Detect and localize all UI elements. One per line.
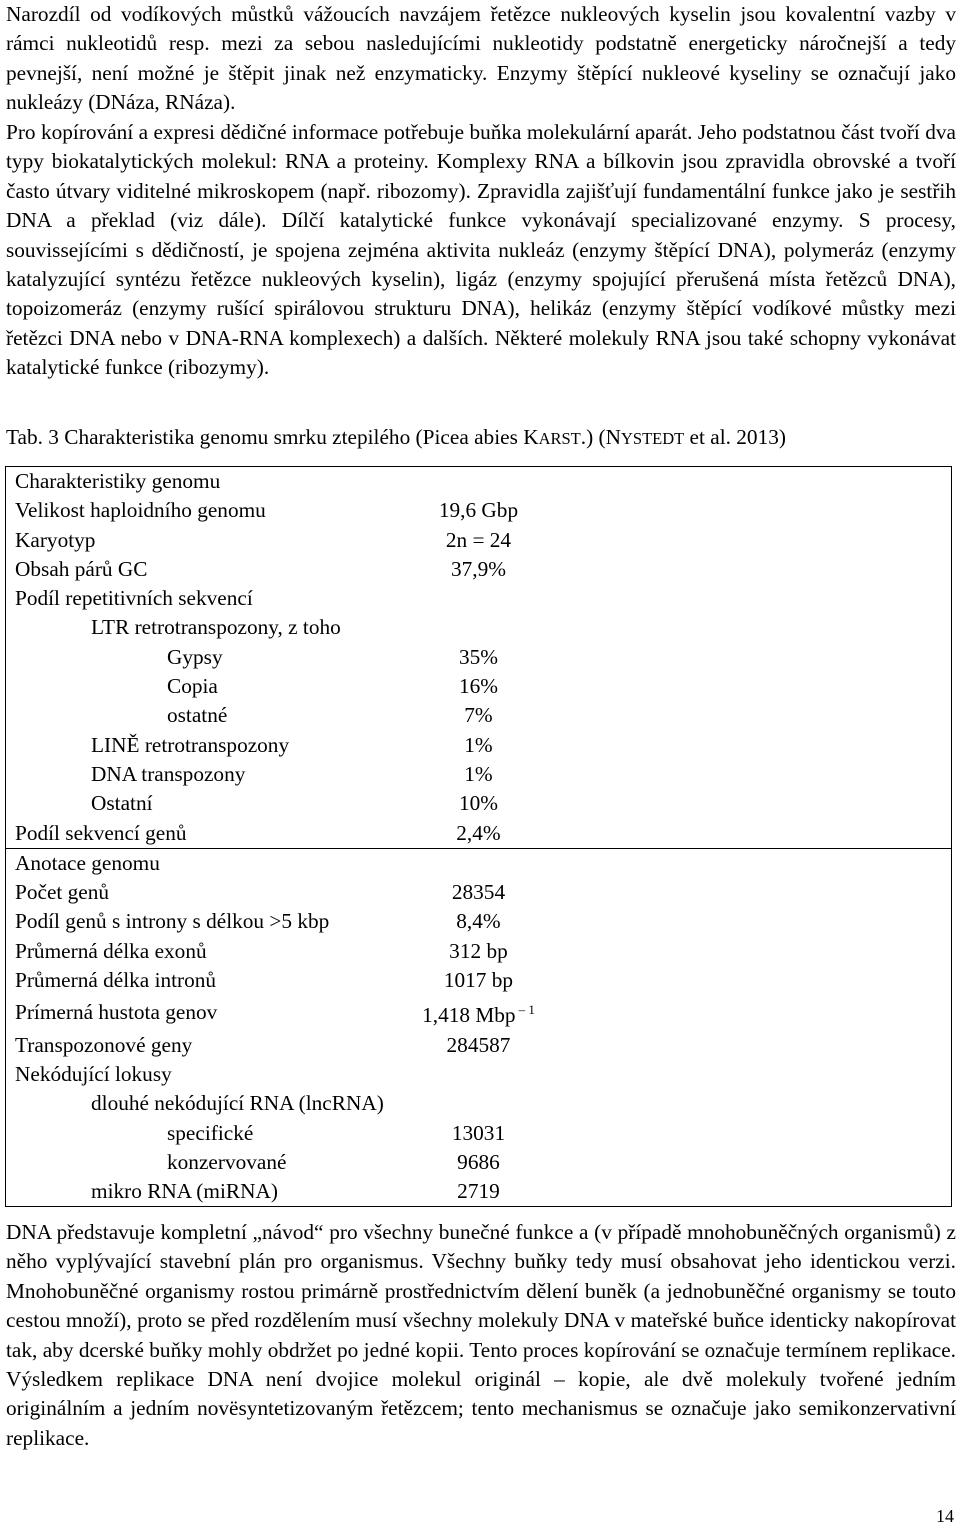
table-row bbox=[6, 672, 952, 701]
row-label: konzervované bbox=[6, 1148, 321, 1177]
table-row bbox=[6, 819, 952, 849]
row-label: Průmerná délka intronů bbox=[6, 966, 321, 995]
table-row bbox=[6, 1148, 952, 1177]
row-value-text: 35% bbox=[458, 644, 498, 669]
row-label: specifické bbox=[6, 1119, 321, 1148]
row-value bbox=[321, 584, 636, 613]
row-label: LINĚ retrotranspozony bbox=[6, 731, 321, 760]
row-value bbox=[321, 555, 636, 584]
row-value bbox=[321, 643, 636, 672]
row-value-text: 1017 bp bbox=[443, 968, 514, 993]
row-label: Nekódující lokusy bbox=[6, 1060, 321, 1089]
table-row bbox=[6, 937, 952, 966]
table-row bbox=[6, 966, 952, 995]
row-value bbox=[321, 995, 636, 1030]
row-label: dlouhé nekódující RNA (lncRNA) bbox=[6, 1089, 321, 1118]
page-number: 14 bbox=[936, 1506, 954, 1526]
row-value-text: 2n = 24 bbox=[445, 527, 512, 552]
genome-characteristics-table bbox=[5, 466, 952, 1207]
row-value bbox=[321, 878, 636, 907]
row-value-text: 9686 bbox=[457, 1149, 500, 1174]
table-row bbox=[6, 878, 952, 907]
section-title: Anotace genomu bbox=[6, 848, 952, 878]
table-row bbox=[6, 613, 952, 642]
table-row bbox=[6, 907, 952, 936]
paragraph-nucleases: Narozdíl od vodíkových můstků vážoucích navzájem řetězce nukleových kyselin jsou kovalentní vazby v rámci nukleotidů resp. mezi za sebou nasledujícími nukleotidy podstatně energeticky náročnejší a tedy pevnejší, není možné je štěpit jinak než enzymaticky. Enzymy štěpící nukleové kyseliny se označují jako nukleázy (DNáza, RNáza). bbox=[6, 2, 956, 115]
row-value bbox=[321, 526, 636, 555]
table-row bbox=[6, 526, 952, 555]
unit-exponent: – 1 bbox=[518, 1002, 535, 1018]
row-value-text: 19,6 Gbp bbox=[438, 498, 519, 523]
row-value-text: 8,4% bbox=[456, 909, 501, 934]
table-row bbox=[6, 1177, 952, 1207]
row-value bbox=[321, 1177, 636, 1207]
row-value-text: 312 bp bbox=[449, 938, 508, 963]
row-value bbox=[321, 613, 636, 642]
row-value bbox=[321, 966, 636, 995]
table-row bbox=[6, 1031, 952, 1060]
row-value-text: 37,9% bbox=[450, 556, 506, 581]
row-label: Gypsy bbox=[6, 643, 321, 672]
table-row bbox=[6, 731, 952, 760]
table-row bbox=[6, 701, 952, 730]
row-label: Transpozonové geny bbox=[6, 1031, 321, 1060]
table-row bbox=[6, 789, 952, 818]
row-value bbox=[321, 1148, 636, 1177]
row-label: Copia bbox=[6, 672, 321, 701]
row-value-text: 2719 bbox=[457, 1179, 500, 1204]
row-value bbox=[321, 496, 636, 525]
table-row bbox=[6, 496, 952, 525]
table-row bbox=[6, 643, 952, 672]
row-label: Průmerná délka exonů bbox=[6, 937, 321, 966]
row-value bbox=[321, 1119, 636, 1148]
table-row bbox=[6, 1119, 952, 1148]
row-label: mikro RNA (miRNA) bbox=[6, 1177, 321, 1207]
row-label: LTR retrotranspozony, z toho bbox=[6, 613, 321, 642]
paragraph-molecular-apparatus: Pro kopírování a expresi dědičné informace potřebuje buňka molekulární aparát. Jeho podstatnou část tvoří dva typy biokatalytických molekul: RNA a proteiny. Komplexy RNA a bílkovin jsou zpravidla obrovské a tvoří často útvary viditelné mikroskopem (např. ribozomy). Zpravidla zajišťují fundamentální funkce jako je sestřih DNA a překlad (viz dále). Dílčí katalytické funkce vykonávají specializované enzymy. S procesy, souvissejícími s dědičností, je spojena zejména aktivita nukleáz (enzymy štěpící DNA), polymeráz (enzymy katalyzující syntézu řetězce nukleových kyselin), ligáz (enzymy spojující přerušená místa řetězců DNA), topoizomeráz (enzymy rušící spirálovou strukturu DNA), helikáz (enzymy štěpící vodíkové můstky mezi řetězci DNA nebo v DNA-RNA komplexech) a dalších. Některé molekuly RNA jsou také schopny vykonávat katalytické funkce (ribozymy). bbox=[6, 120, 956, 380]
row-value-text: 16% bbox=[458, 674, 498, 699]
row-value-text: 7% bbox=[464, 703, 493, 728]
row-value-text: 1% bbox=[464, 761, 493, 786]
table-section-header bbox=[6, 467, 952, 497]
row-value-text: 284587 bbox=[446, 1032, 511, 1057]
table-section-header bbox=[6, 848, 952, 878]
row-label: Ostatní bbox=[6, 789, 321, 818]
table-caption: Tab. 3 Charakteristika genomu smrku ztepilého (Picea abies KARST.) (NYSTEDT et al. 2013) bbox=[6, 425, 786, 449]
row-value-text: 2,4% bbox=[456, 820, 501, 845]
row-value bbox=[321, 1031, 636, 1060]
table-row bbox=[6, 1089, 952, 1118]
row-value-text: 1% bbox=[464, 732, 493, 757]
row-label: Podíl repetitivních sekvencí bbox=[6, 584, 321, 613]
row-label: Obsah párů GC bbox=[6, 555, 321, 584]
row-value bbox=[321, 819, 636, 849]
row-value bbox=[321, 731, 636, 760]
section-title: Charakteristiky genomu bbox=[6, 467, 952, 497]
row-value bbox=[321, 907, 636, 936]
table-row bbox=[6, 760, 952, 789]
row-label: Velikost haploidního genomu bbox=[6, 496, 321, 525]
table-row bbox=[6, 555, 952, 584]
paragraph-replication: DNA představuje kompletní „návod“ pro všechny bunečné funkce a (v případě mnohobuněčných organismů) z něho vyplývající stavební plán pro organismus. Všechny buňky tedy musí obsahovat jeho identickou verzi. Mnohobuněčné organismy rostou primárně prostřednictvím dělení buněk (a jednobuněčné organismy se touto cestou množí), proto se před rozdělením musí všechny molekuly DNA v mateřské buňce identicky nakopírovat tak, aby dcerské buňky mohly obdržet po jedné kopii. Tento proces kopírování se označuje termínem replikace. Výsledkem replikace DNA není dvojice molekul originál – kopie, ale dvě molekuly tvořené jedním originálním a jedním novësyntetizovaným řetězcem; tento mechanismus se označuje jako semikonzervativní replikace. bbox=[6, 1220, 956, 1450]
row-value bbox=[321, 701, 636, 730]
row-value bbox=[321, 937, 636, 966]
row-value bbox=[321, 672, 636, 701]
row-label: DNA transpozony bbox=[6, 760, 321, 789]
row-value-text: 10% bbox=[458, 791, 498, 816]
row-value-text: 13031 bbox=[451, 1120, 506, 1145]
table-row bbox=[6, 995, 952, 1030]
row-value bbox=[321, 789, 636, 818]
row-label: Podíl genů s introny s délkou >5 kbp bbox=[6, 907, 321, 936]
species-name: Picea abies bbox=[422, 425, 518, 449]
table-row bbox=[6, 584, 952, 613]
row-label: Podíl sekvencí genů bbox=[6, 819, 321, 849]
row-label: Prímerná hustota genov bbox=[6, 995, 321, 1030]
row-label: Karyotyp bbox=[6, 526, 321, 555]
row-value-text: 28354 bbox=[451, 880, 506, 905]
row-label: Počet genů bbox=[6, 878, 321, 907]
row-value bbox=[321, 1060, 636, 1089]
row-value bbox=[321, 760, 636, 789]
row-value-text: 1,418 Mbp bbox=[422, 1003, 516, 1028]
row-label: ostatné bbox=[6, 701, 321, 730]
table-row bbox=[6, 1060, 952, 1089]
